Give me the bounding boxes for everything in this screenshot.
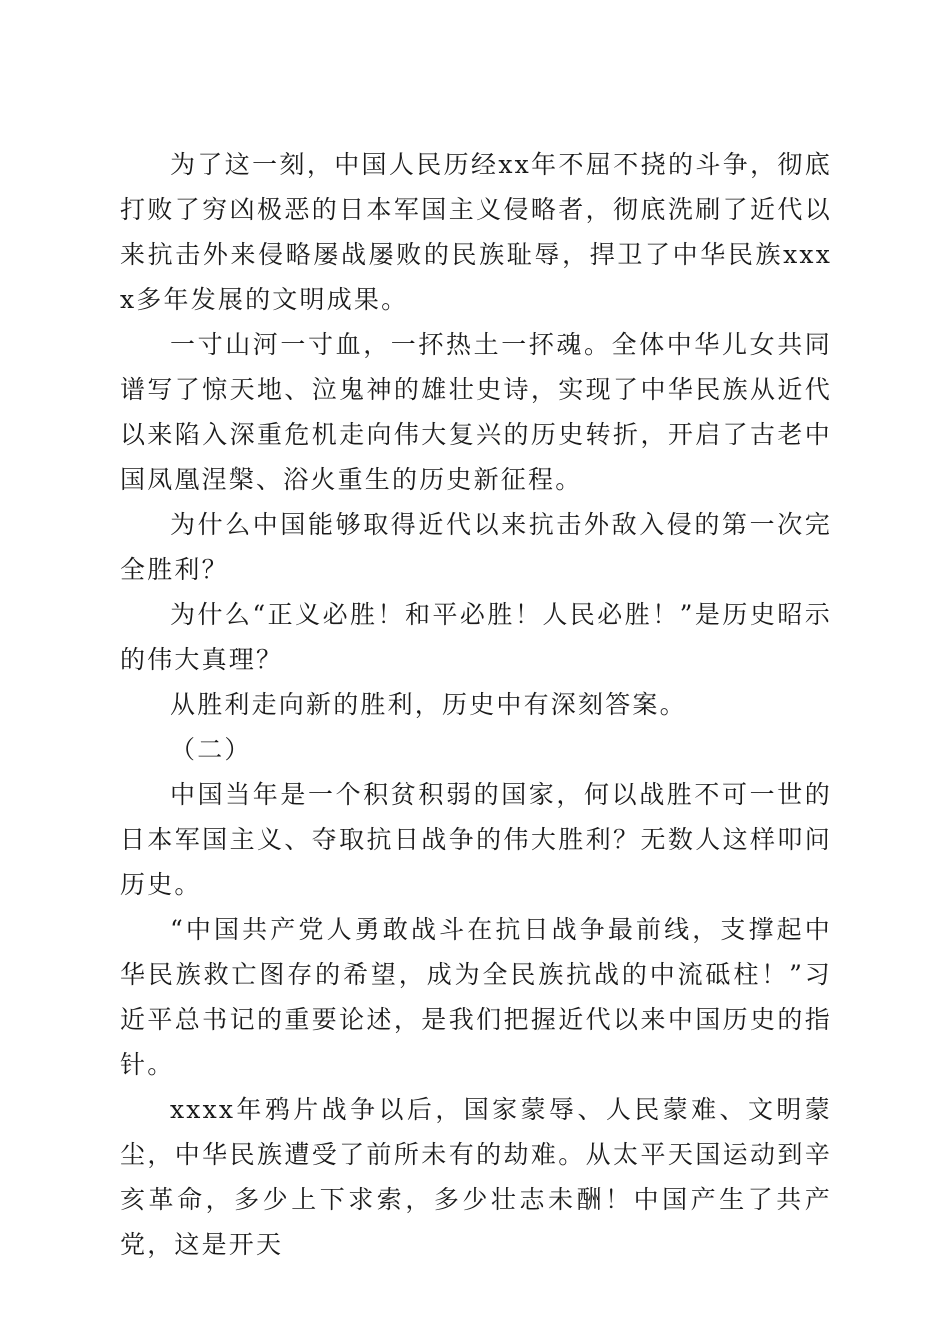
paragraph-8: xxxx年鸦片战争以后，国家蒙辱、人民蒙难、文明蒙尘，中华民族遭受了前所未有的劫难。从太平天国运动到辛亥革命，多少上下求索，多少壮志未酬！中国产生了共产党，这是开天 (120, 1095, 832, 1259)
section-heading: （二） (170, 735, 252, 764)
paragraph-7: “中国共产党人勇敢战斗在抗日战争最前线，支撑起中华民族救亡图存的希望，成为全民族抗战的中流砥柱！”习近平总书记的重要论述，是我们把握近代以来中国历史的指针。 (120, 915, 832, 1079)
paragraph-3: 为什么中国能够取得近代以来抗击外敌入侵的第一次完全胜利？ (120, 510, 832, 584)
paragraph-1: 为了这一刻，中国人民历经xx年不屈不挠的斗争，彻底打败了穷凶极恶的日本军国主义侵略者，彻底洗刷了近代以来抗击外来侵略屡战屡败的民族耻辱，捍卫了中华民族xxxx多年发展的文明成果。 (120, 150, 832, 314)
document-body (120, 142, 832, 1267)
paragraph-2: 一寸山河一寸血，一抔热土一抔魂。全体中华儿女共同谱写了惊天地、泣鬼神的雄壮史诗，实现了中华民族从近代以来陷入深重危机走向伟大复兴的历史转折，开启了古老中国凤凰涅槃、浴火重生的历史新征程。 (120, 330, 832, 494)
paragraph-4: 为什么“正义必胜！和平必胜！人民必胜！”是历史昭示的伟大真理？ (120, 600, 832, 674)
paragraph-5: 从胜利走向新的胜利，历史中有深刻答案。 (170, 690, 687, 719)
paragraph-6: 中国当年是一个积贫积弱的国家，何以战胜不可一世的日本军国主义、夺取抗日战争的伟大胜利？无数人这样叩问历史。 (120, 780, 832, 899)
